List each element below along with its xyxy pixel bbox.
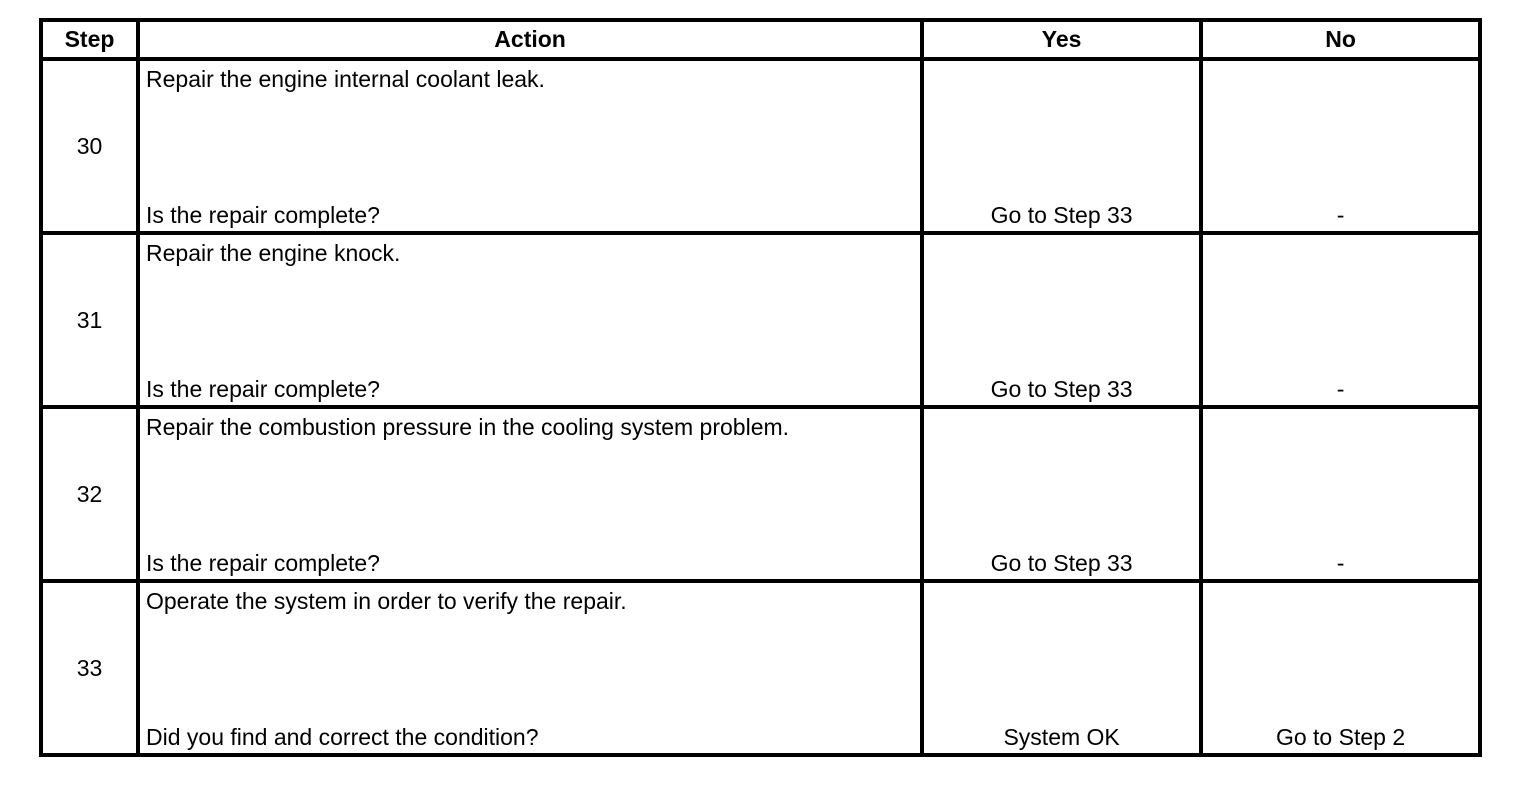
table-header xyxy=(41,20,1480,59)
action-cell xyxy=(138,407,922,581)
step-number: 33 xyxy=(41,581,138,755)
table-row xyxy=(41,407,1480,581)
no-result xyxy=(1201,59,1480,233)
step-number: 31 xyxy=(41,233,138,407)
yes-result xyxy=(922,233,1201,407)
table-row xyxy=(41,59,1480,233)
no-result-text: - xyxy=(1336,202,1345,228)
action-text: Repair the engine knock. xyxy=(146,240,401,266)
action-cell xyxy=(138,59,922,233)
action-cell xyxy=(138,581,922,755)
yes-result xyxy=(922,407,1201,581)
yes-result-text: Go to Step 33 xyxy=(990,376,1133,402)
question-text: Is the repair complete? xyxy=(146,202,380,228)
header-step: Step xyxy=(41,20,138,59)
no-result xyxy=(1201,407,1480,581)
action-text: Repair the combustion pressure in the cooling system problem. xyxy=(146,414,790,440)
question-text: Did you find and correct the condition? xyxy=(146,724,539,750)
yes-result xyxy=(922,59,1201,233)
no-result xyxy=(1201,581,1480,755)
step-number: 32 xyxy=(41,407,138,581)
action-cell xyxy=(138,233,922,407)
diagnostic-table xyxy=(39,18,1482,757)
header-no: No xyxy=(1201,20,1480,59)
header-yes: Yes xyxy=(922,20,1201,59)
action-text: Repair the engine internal coolant leak. xyxy=(146,66,545,92)
header-row xyxy=(41,20,1480,59)
yes-result-text: Go to Step 33 xyxy=(990,202,1133,228)
yes-result-text: Go to Step 33 xyxy=(990,550,1133,576)
table-row xyxy=(41,233,1480,407)
table-body xyxy=(41,59,1480,755)
action-text: Operate the system in order to verify the repair. xyxy=(146,588,627,614)
question-text: Is the repair complete? xyxy=(146,550,380,576)
yes-result-text: System OK xyxy=(1003,724,1120,750)
yes-result xyxy=(922,581,1201,755)
question-text: Is the repair complete? xyxy=(146,376,380,402)
no-result-text: - xyxy=(1336,376,1345,402)
header-action: Action xyxy=(138,20,922,59)
table-row xyxy=(41,581,1480,755)
no-result-text: - xyxy=(1336,550,1345,576)
no-result xyxy=(1201,233,1480,407)
no-result-text: Go to Step 2 xyxy=(1275,724,1406,750)
step-number: 30 xyxy=(41,59,138,233)
